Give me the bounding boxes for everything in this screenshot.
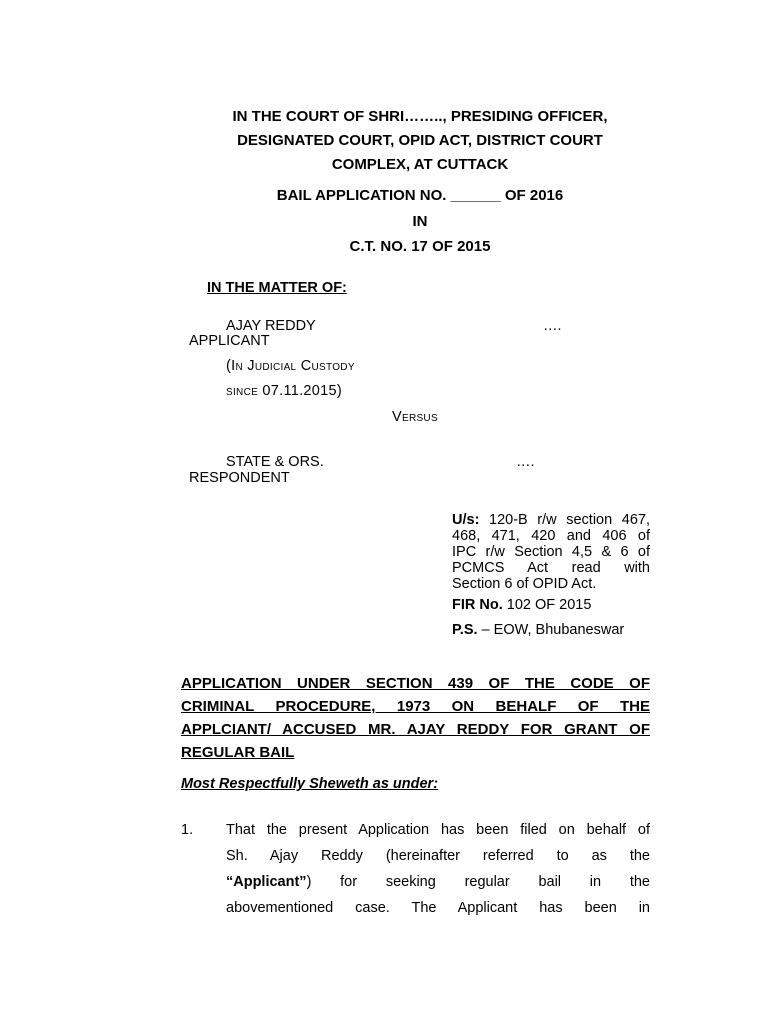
court-heading [170,105,670,177]
us-line-1: 120-B r/w section 467, [489,512,650,528]
respondent-name: STATE & ORS. [226,454,324,470]
applicant-dots: …. [543,318,562,334]
paragraph-1-line-1: That the present Application has been filed on behalf of [226,822,650,838]
ps-label: P.S. [452,622,478,638]
case-number: C.T. NO. 17 OF 2015 [349,238,491,255]
application-title [181,672,650,764]
in-word: IN [412,213,428,230]
matter-heading: IN THE MATTER OF: [207,280,347,296]
applicant-name: AJAY REDDY [226,318,316,334]
application-title-line-3: APPLCIANT/ ACCUSED MR. AJAY REDDY FOR GRANT OF [181,721,650,738]
fir-value: 102 OF 2015 [506,597,592,613]
respondent-role: RESPONDENT [189,470,290,486]
sections-block [452,512,650,592]
paragraph-number: 1. [181,822,194,838]
us-line-4: PCMCS Act read with [452,560,650,576]
application-title-line-2: CRIMINAL PROCEDURE, 1973 ON BEHALF OF THE [181,698,650,715]
applicant-defined-term: “Applicant” [226,874,307,890]
court-heading-line-3: COMPLEX, AT CUTTACK [331,156,509,173]
fir-number [452,597,591,613]
us-line-5: Section 6 of OPID Act. [452,576,597,592]
us-line-2: 468, 471, 420 and 406 of [452,528,650,544]
ps-value: – EOW, Bhubaneswar [481,622,625,638]
paragraph-1-line-3 [226,869,650,895]
fir-label: FIR No. [452,597,503,613]
paragraph-1-line-3-rest: ) for seeking regular bail in the [306,874,650,890]
respondent-dots: …. [516,454,535,470]
custody-line-2: since 07.11.2015) [226,383,343,399]
court-heading-line-1: IN THE COURT OF SHRI…….., PRESIDING OFFICER, [232,108,608,125]
sections-line-1 [452,512,650,528]
paragraph-1 [226,817,650,921]
us-line-3: IPC r/w Section 4,5 & 6 of [452,544,650,560]
paragraph-1-line-2: Sh. Ajay Reddy (hereinafter referred to as the [226,848,650,864]
application-title-line-4: REGULAR BAIL [181,744,295,761]
application-title-line-1: APPLICATION UNDER SECTION 439 OF THE CODE OF [181,675,650,692]
bail-application-number: BAIL APPLICATION NO. ______ OF 2016 [276,187,564,204]
us-label: U/s: [452,512,480,528]
court-heading-line-2: DESIGNATED COURT, OPID ACT, DISTRICT COURT [237,132,603,149]
versus-label: Versus [392,409,438,425]
applicant-role: APPLICANT [189,333,270,349]
police-station [452,622,624,638]
custody-line-1: (In Judicial Custody [226,358,355,374]
paragraph-1-line-4: abovementioned case. The Applicant has been in [226,900,650,916]
respectfully-sheweth: Most Respectfully Sheweth as under: [181,776,439,792]
